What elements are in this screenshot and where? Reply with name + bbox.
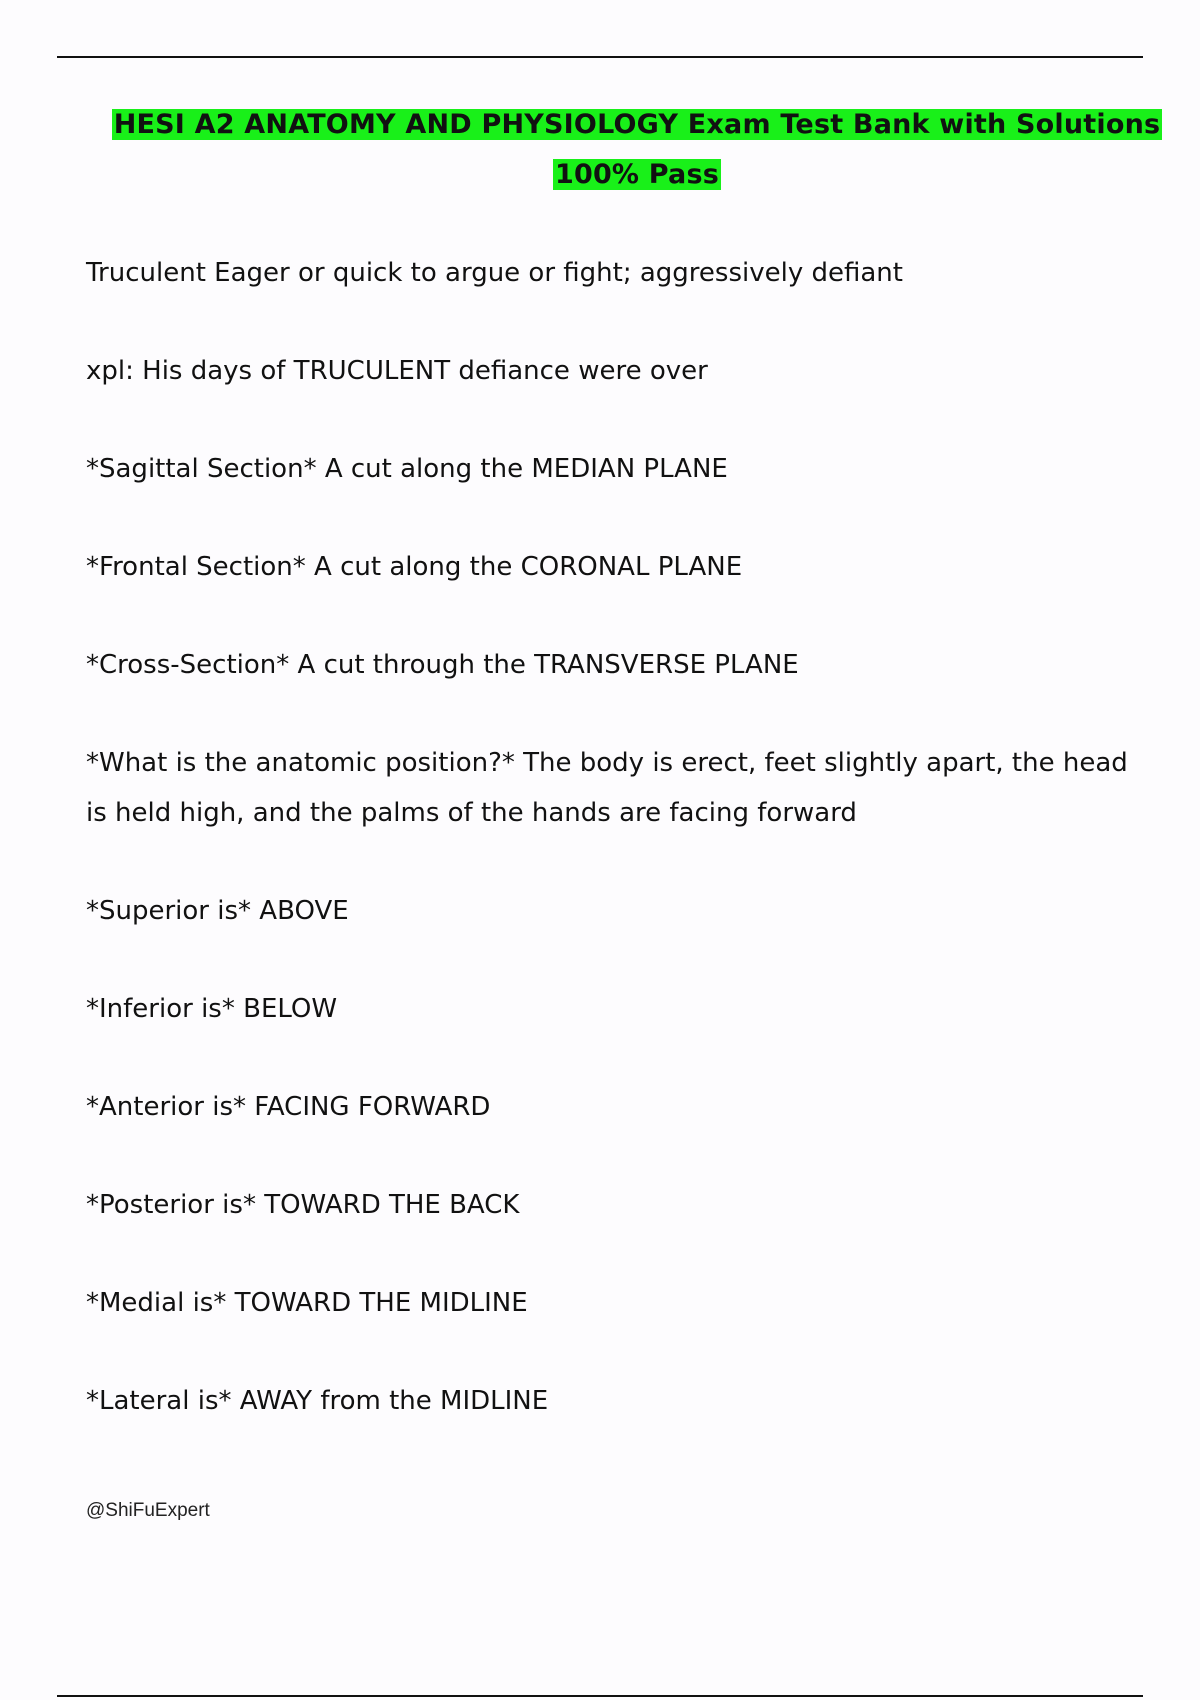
entry-item: *Frontal Section* A cut along the CORONAL PLANE [86,552,743,582]
entry-item: *Medial is* TOWARD THE MIDLINE [86,1288,528,1318]
title-line-1: HESI A2 ANATOMY AND PHYSIOLOGY Exam Test Bank with Solutions [113,109,1161,140]
entry-item: *Sagittal Section* A cut along the MEDIAN PLANE [86,454,728,484]
document-title [90,100,1184,200]
bottom-rule [57,1695,1143,1697]
entry-item: *Superior is* ABOVE [86,896,349,926]
entry-list [86,248,1146,1474]
title-line-2: 100% Pass [554,159,720,190]
entry-item: *Posterior is* TOWARD THE BACK [86,1190,520,1220]
entry-item: xpl: His days of TRUCULENT defiance were over [86,356,708,386]
top-rule [57,56,1143,58]
author-watermark: @ShiFuExpert [86,1500,210,1521]
entry-item: *What is the anatomic position?* The body is erect, feet slightly apart, the head is held high, and the palms of the hands are facing forward [86,748,1128,828]
entry-item: *Inferior is* BELOW [86,994,338,1024]
entry-item: *Lateral is* AWAY from the MIDLINE [86,1386,549,1416]
entry-item: *Anterior is* FACING FORWARD [86,1092,491,1122]
entry-item: Truculent Eager or quick to argue or fight; aggressively defiant [86,258,903,288]
entry-item: *Cross-Section* A cut through the TRANSVERSE PLANE [86,650,799,680]
